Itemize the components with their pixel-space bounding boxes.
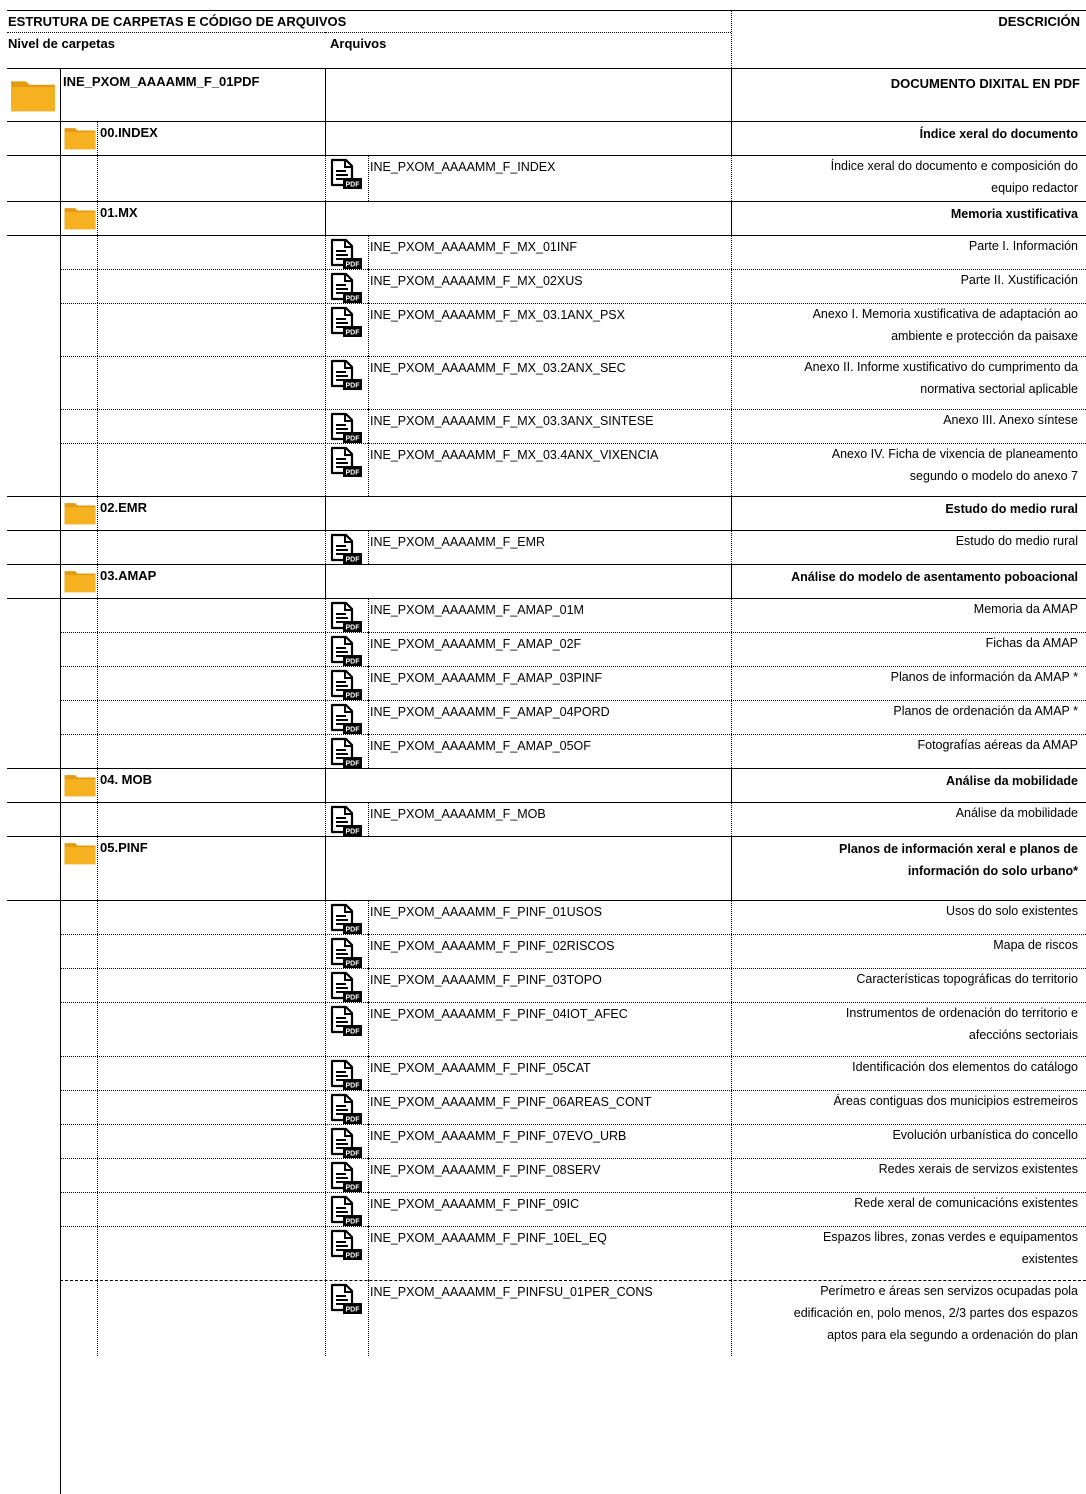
folder-name: 02.EMR — [100, 500, 147, 515]
svg-text:PDF: PDF — [345, 726, 360, 734]
column-divider — [97, 1280, 98, 1356]
column-divider — [731, 700, 732, 734]
file-description: afeccións sectoriais — [968, 1028, 1078, 1042]
file-description: Identificación dos elementos do catálogo — [852, 1060, 1078, 1074]
svg-text:PDF: PDF — [345, 181, 360, 189]
file-name: INE_PXOM_AAAAMM_F_EMR — [370, 535, 546, 549]
column-divider — [97, 632, 98, 666]
file-description: Usos do solo existentes — [945, 904, 1078, 918]
file-description: Evolución urbanística do concello — [892, 1128, 1078, 1142]
folder-description: Estudo do medio rural — [945, 502, 1078, 516]
folder-icon — [10, 75, 56, 113]
column-divider — [731, 235, 732, 269]
folder-description: Planos de información xeral e planos de — [839, 842, 1078, 856]
pdf-file-icon — [329, 600, 363, 634]
file-description: Índice xeral do documento e composición do — [830, 159, 1078, 173]
file-description: Parte I. Información — [968, 239, 1078, 253]
row-divider — [7, 564, 1086, 565]
file-description: normativa sectorial aplicable — [920, 382, 1078, 396]
pdf-file-icon — [329, 532, 363, 566]
file-name: INE_PXOM_AAAAMM_F_AMAP_03PINF — [370, 671, 603, 685]
column-divider — [368, 1056, 369, 1090]
pdf-file-icon — [329, 237, 363, 271]
column-divider — [731, 1002, 732, 1056]
svg-text:PDF: PDF — [345, 1116, 360, 1124]
column-divider — [325, 1280, 326, 1356]
folder-icon — [63, 204, 97, 230]
file-name: INE_PXOM_AAAAMM_F_PINF_08SERV — [370, 1163, 601, 1177]
file-description: segundo o modelo do anexo 7 — [909, 469, 1078, 483]
svg-text:PDF: PDF — [345, 624, 360, 632]
folders-column-header: Nivel de carpetas — [8, 36, 115, 51]
column-divider — [97, 1056, 98, 1090]
pdf-file-icon — [329, 1058, 363, 1092]
svg-text:PDF: PDF — [345, 658, 360, 666]
row-divider — [7, 201, 1086, 202]
file-description: Anexo II. Informe xustificativo do cumprimento da — [804, 360, 1078, 374]
column-divider — [731, 1124, 732, 1158]
svg-text:PDF: PDF — [345, 556, 360, 564]
file-description: Instrumentos de ordenación do territorio e — [845, 1006, 1078, 1020]
file-description: Memoria da AMAP — [973, 602, 1078, 616]
folder-description: Análise da mobilidade — [946, 774, 1078, 788]
column-divider — [368, 155, 369, 201]
file-name: INE_PXOM_AAAAMM_F_PINF_01USOS — [370, 905, 603, 919]
pdf-file-icon — [329, 804, 363, 838]
file-name: INE_PXOM_AAAAMM_F_PINF_03TOPO — [370, 973, 602, 987]
column-divider — [731, 1226, 732, 1280]
column-divider — [731, 303, 732, 356]
file-description: Anexo I. Memoria xustificativa de adaptación ao — [812, 307, 1078, 321]
column-divider — [731, 1280, 732, 1356]
file-description: Mapa de riscos — [993, 938, 1078, 952]
row-divider — [7, 836, 1086, 837]
row-divider — [7, 68, 1086, 69]
svg-text:PDF: PDF — [345, 382, 360, 390]
folder-description: información do solo urbano* — [907, 864, 1078, 878]
file-description: Planos de ordenación da AMAP * — [893, 704, 1078, 718]
column-divider — [368, 269, 369, 303]
file-description: Redes xerais de servizos existentes — [878, 1162, 1078, 1176]
column-divider — [97, 1002, 98, 1056]
file-name: INE_PXOM_AAAAMM_F_MX_03.4ANX_VIXENCIA — [370, 448, 659, 462]
folder-icon — [63, 567, 97, 593]
column-divider — [368, 968, 369, 1002]
column-divider — [60, 68, 61, 121]
column-divider — [731, 802, 732, 836]
column-divider — [97, 900, 98, 934]
column-divider — [731, 1090, 732, 1124]
column-divider — [368, 1158, 369, 1192]
column-divider — [325, 1192, 326, 1226]
column-divider — [325, 768, 326, 802]
column-divider — [731, 269, 732, 303]
file-description: Anexo III. Anexo síntese — [943, 413, 1078, 427]
file-name: INE_PXOM_AAAAMM_F_PINF_04IOT_AFEC — [370, 1007, 628, 1021]
folder-name: 03.AMAP — [100, 568, 157, 583]
column-divider — [731, 968, 732, 1002]
column-divider — [731, 1056, 732, 1090]
column-divider — [325, 598, 326, 632]
folder-description: Análise do modelo de asentamento poboacional — [791, 570, 1078, 584]
pdf-file-icon — [329, 1092, 363, 1126]
column-divider — [97, 564, 98, 598]
svg-text:PDF: PDF — [345, 1218, 360, 1226]
column-divider — [325, 666, 326, 700]
pdf-file-icon — [329, 970, 363, 1004]
folder-description: Memoria xustificativa — [950, 207, 1078, 221]
description-header: DESCRICIÓN — [998, 14, 1080, 29]
pdf-file-icon — [329, 1282, 363, 1316]
file-description: Áreas contiguas dos municipios estremeiros — [833, 1094, 1078, 1108]
column-divider — [731, 1158, 732, 1192]
column-divider — [368, 900, 369, 934]
svg-text:PDF: PDF — [345, 1028, 360, 1036]
file-description: Estudo do medio rural — [955, 534, 1078, 548]
column-divider — [368, 700, 369, 734]
column-divider — [97, 768, 98, 802]
file-description: existentes — [1021, 1252, 1078, 1266]
svg-text:PDF: PDF — [345, 295, 360, 303]
column-divider — [325, 1158, 326, 1192]
column-divider — [60, 121, 61, 1494]
column-divider — [325, 632, 326, 666]
pdf-file-icon — [329, 271, 363, 305]
column-divider — [368, 235, 369, 269]
column-divider — [731, 530, 732, 564]
file-name: INE_PXOM_AAAAMM_F_MX_03.2ANX_SEC — [370, 361, 626, 375]
row-divider — [7, 496, 1086, 497]
pdf-file-icon — [329, 1228, 363, 1262]
folder-name: 01.MX — [100, 205, 138, 220]
file-name: INE_PXOM_AAAAMM_F_PINF_05CAT — [370, 1061, 591, 1075]
column-divider — [325, 1002, 326, 1056]
column-divider — [97, 700, 98, 734]
file-description: Características topográficas do territorio — [856, 972, 1078, 986]
svg-text:PDF: PDF — [345, 1252, 360, 1260]
column-divider — [731, 68, 732, 121]
column-divider — [97, 968, 98, 1002]
svg-text:PDF: PDF — [345, 1306, 360, 1314]
column-divider — [97, 235, 98, 269]
file-description: Fotografías aéreas da AMAP — [917, 738, 1078, 752]
pdf-file-icon — [329, 902, 363, 936]
root-folder-name: INE_PXOM_AAAAMM_F_01PDF — [63, 74, 260, 89]
column-divider — [731, 900, 732, 934]
column-divider — [325, 934, 326, 968]
column-divider — [325, 1226, 326, 1280]
file-name: INE_PXOM_AAAAMM_F_AMAP_02F — [370, 637, 582, 651]
table-title: ESTRUTURA DE CARPETAS E CÓDIGO DE ARQUIVOS — [8, 14, 347, 29]
column-divider — [731, 155, 732, 201]
svg-text:PDF: PDF — [345, 469, 360, 477]
column-divider — [731, 443, 732, 496]
column-divider — [97, 1226, 98, 1280]
column-divider — [97, 303, 98, 356]
column-divider — [325, 900, 326, 934]
column-divider — [325, 269, 326, 303]
column-divider — [97, 443, 98, 496]
column-divider — [325, 443, 326, 496]
pdf-file-icon — [329, 1004, 363, 1038]
svg-text:PDF: PDF — [345, 1082, 360, 1090]
column-divider — [97, 155, 98, 201]
file-name: INE_PXOM_AAAAMM_F_MX_03.1ANX_PSX — [370, 308, 625, 322]
column-divider — [731, 734, 732, 768]
svg-text:PDF: PDF — [345, 435, 360, 443]
pdf-file-icon — [329, 1194, 363, 1228]
pdf-file-icon — [329, 305, 363, 339]
file-description: Fichas da AMAP — [985, 636, 1078, 650]
file-name: INE_PXOM_AAAAMM_F_INDEX — [370, 160, 556, 174]
column-divider — [97, 1192, 98, 1226]
file-name: INE_PXOM_AAAAMM_F_PINF_07EVO_URB — [370, 1129, 627, 1143]
column-divider — [325, 303, 326, 356]
column-divider — [325, 68, 326, 121]
file-description: aptos para ela segundo a ordenación do plan — [827, 1328, 1078, 1342]
file-description: ambiente e protección da paisaxe — [891, 329, 1078, 343]
column-divider — [731, 666, 732, 700]
column-divider — [97, 1158, 98, 1192]
column-divider — [368, 1192, 369, 1226]
column-divider — [731, 564, 732, 598]
column-divider — [368, 1280, 369, 1356]
file-name: INE_PXOM_AAAAMM_F_PINF_02RISCOS — [370, 939, 615, 953]
column-divider — [325, 968, 326, 1002]
pdf-file-icon — [329, 1126, 363, 1160]
file-description: Análise da mobilidade — [955, 806, 1078, 820]
svg-text:PDF: PDF — [345, 1150, 360, 1158]
file-description: Anexo IV. Ficha de vixencia de planeamento — [831, 447, 1078, 461]
svg-text:PDF: PDF — [345, 1184, 360, 1192]
column-divider — [731, 768, 732, 802]
column-divider — [368, 303, 369, 356]
column-divider — [368, 530, 369, 564]
file-name: INE_PXOM_AAAAMM_F_PINF_09IC — [370, 1197, 580, 1211]
row-divider — [7, 10, 1086, 11]
files-column-header: Arquivos — [330, 36, 387, 51]
svg-text:PDF: PDF — [345, 329, 360, 337]
pdf-file-icon — [329, 668, 363, 702]
column-divider — [731, 836, 732, 900]
column-divider — [97, 201, 98, 235]
svg-text:PDF: PDF — [345, 261, 360, 269]
pdf-file-icon — [329, 936, 363, 970]
column-divider — [325, 496, 326, 530]
column-divider — [368, 409, 369, 443]
file-name: INE_PXOM_AAAAMM_F_AMAP_05OF — [370, 739, 591, 753]
folder-icon — [63, 499, 97, 525]
column-divider — [731, 409, 732, 443]
column-divider — [731, 121, 732, 155]
folder-description: Índice xeral do documento — [919, 127, 1078, 141]
column-divider — [368, 734, 369, 768]
row-divider — [7, 32, 325, 33]
column-divider — [97, 409, 98, 443]
column-divider — [731, 356, 732, 409]
column-divider — [731, 496, 732, 530]
column-divider — [368, 356, 369, 409]
folder-name: 00.INDEX — [100, 125, 158, 140]
file-name: INE_PXOM_AAAAMM_F_MX_01INF — [370, 240, 578, 254]
row-divider — [325, 32, 731, 33]
folder-name: 05.PINF — [100, 840, 148, 855]
file-name: INE_PXOM_AAAAMM_F_PINFSU_01PER_CONS — [370, 1285, 653, 1299]
column-divider — [97, 598, 98, 632]
column-divider — [368, 666, 369, 700]
file-description: Espazos libres, zonas verdes e equipamentos — [822, 1230, 1078, 1244]
column-divider — [97, 836, 98, 900]
svg-text:PDF: PDF — [345, 828, 360, 836]
root-description: DOCUMENTO DIXITAL EN PDF — [890, 76, 1080, 91]
pdf-file-icon — [329, 411, 363, 445]
column-divider — [325, 1124, 326, 1158]
svg-text:PDF: PDF — [345, 960, 360, 968]
pdf-file-icon — [329, 358, 363, 392]
column-divider — [368, 1090, 369, 1124]
file-name: INE_PXOM_AAAAMM_F_MX_03.3ANX_SINTESE — [370, 414, 654, 428]
pdf-file-icon — [329, 736, 363, 770]
row-divider — [7, 121, 1086, 122]
column-divider — [97, 121, 98, 155]
column-divider — [325, 1056, 326, 1090]
column-divider — [97, 734, 98, 768]
column-divider — [731, 201, 732, 235]
row-divider — [7, 768, 1086, 769]
column-divider — [325, 700, 326, 734]
column-divider — [731, 632, 732, 666]
column-divider — [325, 1090, 326, 1124]
file-name: INE_PXOM_AAAAMM_F_PINF_10EL_EQ — [370, 1231, 607, 1245]
file-name: INE_PXOM_AAAAMM_F_PINF_06AREAS_CONT — [370, 1095, 652, 1109]
column-divider — [325, 356, 326, 409]
pdf-file-icon — [329, 1160, 363, 1194]
column-divider — [325, 564, 326, 598]
column-divider — [731, 10, 732, 68]
file-name: INE_PXOM_AAAAMM_F_AMAP_04PORD — [370, 705, 610, 719]
column-divider — [325, 409, 326, 443]
column-divider — [368, 802, 369, 836]
column-divider — [97, 802, 98, 836]
column-divider — [368, 632, 369, 666]
folder-icon — [63, 839, 97, 865]
pdf-file-icon — [329, 634, 363, 668]
column-divider — [731, 1192, 732, 1226]
svg-text:PDF: PDF — [345, 760, 360, 768]
column-divider — [368, 443, 369, 496]
column-divider — [325, 121, 326, 155]
column-divider — [368, 1002, 369, 1056]
pdf-file-icon — [329, 157, 363, 191]
column-divider — [368, 1226, 369, 1280]
column-divider — [325, 530, 326, 564]
file-description: Planos de información da AMAP * — [890, 670, 1078, 684]
column-divider — [97, 1124, 98, 1158]
column-divider — [368, 934, 369, 968]
column-divider — [325, 802, 326, 836]
column-divider — [97, 269, 98, 303]
column-divider — [731, 598, 732, 632]
column-divider — [731, 934, 732, 968]
svg-text:PDF: PDF — [345, 994, 360, 1002]
folder-icon — [63, 771, 97, 797]
column-divider — [97, 356, 98, 409]
file-name: INE_PXOM_AAAAMM_F_MX_02XUS — [370, 274, 583, 288]
column-divider — [325, 155, 326, 201]
file-name: INE_PXOM_AAAAMM_F_MOB — [370, 807, 546, 821]
column-divider — [97, 530, 98, 564]
column-divider — [368, 1124, 369, 1158]
column-divider — [97, 1090, 98, 1124]
column-divider — [325, 201, 326, 235]
column-divider — [325, 836, 326, 900]
column-divider — [368, 598, 369, 632]
file-name: INE_PXOM_AAAAMM_F_AMAP_01M — [370, 603, 584, 617]
file-description: Parte II. Xustificación — [960, 273, 1078, 287]
column-divider — [325, 734, 326, 768]
folder-name: 04. MOB — [100, 772, 153, 787]
column-divider — [97, 934, 98, 968]
column-divider — [325, 235, 326, 269]
file-description: equipo redactor — [991, 181, 1078, 195]
svg-text:PDF: PDF — [345, 926, 360, 934]
column-divider — [97, 496, 98, 530]
pdf-file-icon — [329, 702, 363, 736]
file-description: edificación en, polo menos, 2/3 partes dos espazos — [793, 1306, 1078, 1320]
column-divider — [97, 666, 98, 700]
pdf-file-icon — [329, 445, 363, 479]
file-description: Rede xeral de comunicacións existentes — [854, 1196, 1078, 1210]
folder-icon — [63, 124, 97, 150]
svg-text:PDF: PDF — [345, 692, 360, 700]
file-description: Perímetro e áreas sen servizos ocupadas pola — [820, 1284, 1078, 1298]
